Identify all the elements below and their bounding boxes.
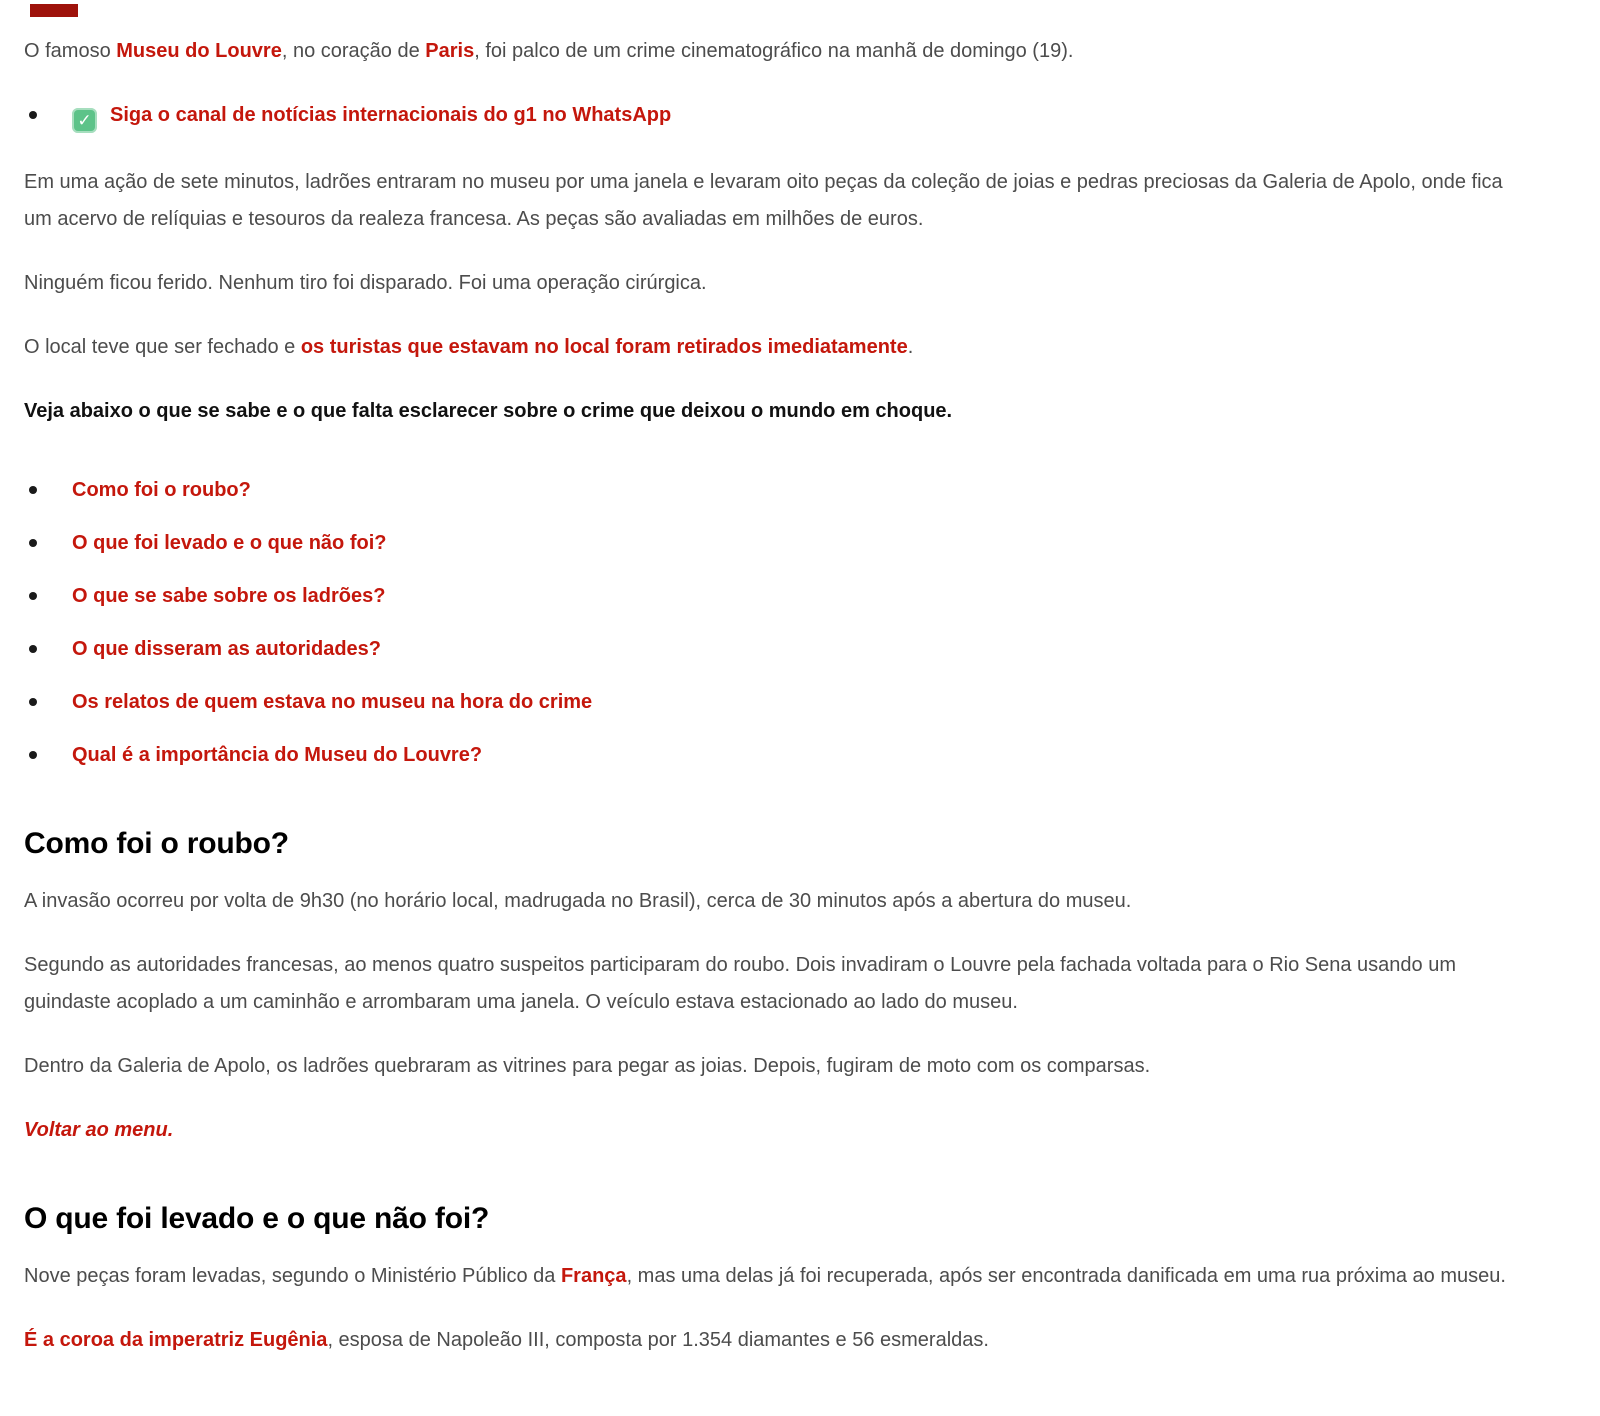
whatsapp-follow-link[interactable]: Siga o canal de notícias internacionais do g1 no WhatsApp — [110, 104, 672, 126]
paragraph-no-injuries: Ninguém ficou ferido. Nenhum tiro foi disparado. Foi uma operação cirúrgica. — [24, 272, 707, 294]
link-museu-do-louvre[interactable]: Museu do Louvre — [116, 40, 282, 62]
menu-item-autoridades[interactable] — [24, 631, 1530, 668]
paragraph-crown — [24, 1322, 1530, 1359]
link-franca[interactable]: França — [560, 1265, 627, 1287]
closed-text-pre: O local teve que ser fechado e — [24, 336, 301, 358]
intro-text-pre: O famoso — [24, 40, 117, 62]
section-heading-o-que-foi-levado: O que foi levado e o que não foi? — [24, 1202, 490, 1235]
menu-item-relatos[interactable] — [24, 684, 1530, 721]
paragraph-suspects: Segundo as autoridades francesas, ao menos quatro suspeitos participaram do roubo. Dois invadiram o Louvre pela fachada voltada para o Rio Sena usando um guindaste acoplado a um caminhão e arrombaram uma janela. O veículo estava estacionado ao lado do museu. — [24, 954, 1456, 1013]
green-check-icon: ✓ — [72, 108, 97, 133]
paragraph-action: Em uma ação de sete minutos, ladrões entraram no museu por uma janela e levaram oito peças da coleção de joias e pedras preciosas da Galeria de Apolo, onde fica um acervo de relíquias e tesouros da realeza francesa. As peças são avaliadas em milhões de euros. — [24, 171, 1503, 230]
intro-paragraph — [24, 33, 1530, 70]
link-paris[interactable]: Paris — [425, 40, 475, 62]
closed-text-post: . — [907, 336, 914, 358]
topic-menu — [24, 472, 1530, 774]
menu-link[interactable]: Os relatos de quem estava no museu na hora do crime — [72, 691, 593, 713]
intro-text-post: , foi palco de um crime cinematográfico na manhã de domingo (19). — [474, 40, 1074, 62]
menu-item-como-foi-o-roubo[interactable] — [24, 472, 1530, 509]
link-coroa-eugenia[interactable]: É a coroa da imperatriz Eugênia — [24, 1329, 328, 1351]
paragraph-gallery: Dentro da Galeria de Apolo, os ladrões quebraram as vitrines para pegar as joias. Depois, fugiram de moto com os comparsas. — [24, 1055, 1151, 1077]
top-left-red-fragment — [30, 4, 78, 17]
menu-link[interactable]: O que se sabe sobre os ladrões? — [72, 585, 386, 607]
menu-link[interactable]: Como foi o roubo? — [72, 479, 251, 501]
menu-link[interactable]: O que disseram as autoridades? — [72, 638, 381, 660]
crown-text-post: , esposa de Napoleão III, composta por 1.354 diamantes e 56 esmeraldas. — [327, 1329, 989, 1351]
menu-item-importancia-louvre[interactable] — [24, 737, 1530, 774]
follow-list — [24, 97, 1530, 134]
nine-pieces-pre: Nove peças foram levadas, segundo o Ministério Público da — [24, 1265, 561, 1287]
paragraph-nine-pieces — [24, 1258, 1530, 1295]
paragraph-invasion-time: A invasão ocorreu por volta de 9h30 (no horário local, madrugada no Brasil), cerca de 30 minutos após a abertura do museu. — [24, 890, 1132, 912]
menu-link[interactable]: Qual é a importância do Museu do Louvre? — [72, 744, 483, 766]
menu-link[interactable]: O que foi levado e o que não foi? — [72, 532, 387, 554]
menu-item-o-que-foi-levado[interactable] — [24, 525, 1530, 562]
back-to-menu-link[interactable]: Voltar ao menu. — [24, 1119, 174, 1141]
intro-text-mid: , no coração de — [281, 40, 426, 62]
section-heading-como-foi-o-roubo: Como foi o roubo? — [24, 827, 289, 860]
menu-item-ladroes[interactable] — [24, 578, 1530, 615]
back-to-menu — [24, 1112, 1530, 1149]
whatsapp-follow-item[interactable] — [24, 97, 1530, 134]
nine-pieces-post: , mas uma delas já foi recuperada, após ser encontrada danificada em uma rua próxima ao museu. — [626, 1265, 1506, 1287]
see-below-lead: Veja abaixo o que se sabe e o que falta esclarecer sobre o crime que deixou o mundo em choque. — [24, 400, 953, 422]
paragraph-closed — [24, 329, 1530, 366]
link-tourists-removed[interactable]: os turistas que estavam no local foram retirados imediatamente — [300, 336, 908, 358]
